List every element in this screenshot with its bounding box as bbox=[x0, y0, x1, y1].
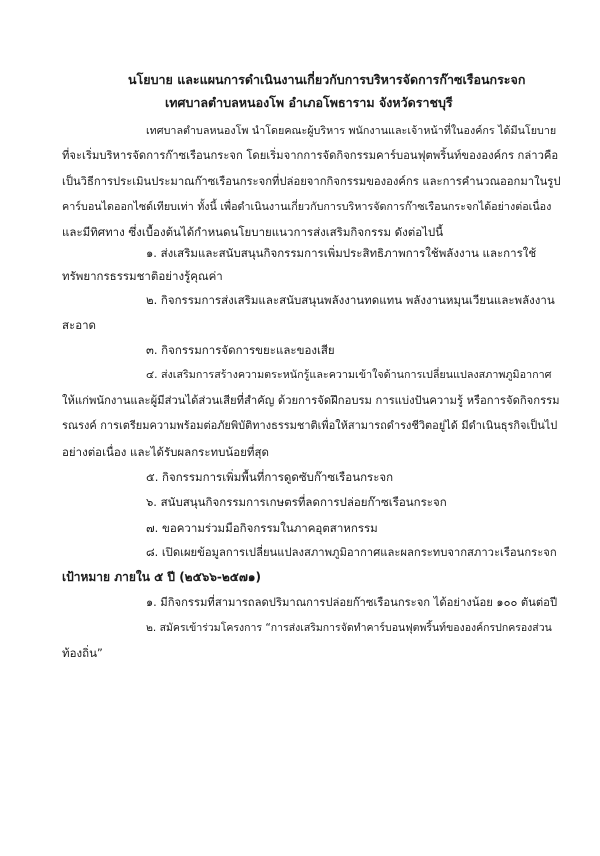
policy-item-6: ๖. สนับสนุนกิจกรรมการเกษตรที่ลดการปล่อยก๊าซเรือนกระจก bbox=[146, 495, 447, 509]
intro-line: เทศบาลตำบลหนองโพ นำโดยคณะผู้บริหาร พนักงานและเจ้าหน้าที่ในองค์กร ได้มีนโยบาย bbox=[146, 124, 557, 137]
intro-line: และมีทิศทาง ซึ่งเบื้องต้นได้กำหนดนโยบายแนวการส่งเสริมกิจกรรม ดังต่อไปนี้ bbox=[62, 225, 444, 239]
policy-item-line: ให้แก่พนักงานและผู้มีส่วนได้ส่วนเสียที่สำคัญ ด้วยการจัดฝึกอบรม การแบ่งปันความรู้ หรือการจัดกิจกรรม bbox=[62, 394, 560, 407]
document-title-line-1: นโยบาย และแผนการดำเนินงานเกี่ยวกับการบริหารจัดการก๊าซเรือนกระจก bbox=[128, 72, 526, 87]
target-item-line: ๒. สมัครเข้าร่วมโครงการ “การส่งเสริมการจัดทำคาร์บอนฟุตพริ้นท์ขององค์กรปกครองส่วน bbox=[146, 622, 552, 634]
policy-item-5: ๕. กิจกรรมการเพิ่มพื้นที่การดูดซับก๊าซเรือนกระจก bbox=[146, 470, 394, 484]
target-heading: เป้าหมาย ภายใน ๕ ปี (๒๕๖๖-๒๕๗๑) bbox=[62, 570, 262, 584]
policy-item-line: ๒. กิจกรรมการส่งเสริมและสนับสนุนพลังงานทดแทน พลังงานหมุนเวียนและพลังงาน bbox=[146, 293, 555, 307]
policy-item-8: ๘. เปิดเผยข้อมูลการเปลี่ยนแปลงสภาพภูมิอากาศและผลกระทบจากสภาวะเรือนกระจก bbox=[146, 546, 557, 559]
policy-item-line: สะอาด bbox=[62, 318, 97, 332]
policy-item-7: ๗. ขอความร่วมมือกิจกรรมในภาคอุตสาหกรรม bbox=[146, 521, 378, 535]
policy-item-line: ๑. ส่งเสริมและสนับสนุนกิจกรรมการเพิ่มประสิทธิภาพการใช้พลังงาน และการใช้ bbox=[146, 246, 537, 260]
intro-line: เป็นวิธีการประเมินประมาณก๊าซเรือนกระจกที่ปล่อยจากกิจกรรมขององค์กร และการคำนวณออกมาในรูป bbox=[62, 175, 561, 188]
policy-item-3: ๓. กิจกรรมการจัดการขยะและของเสีย bbox=[146, 343, 335, 357]
target-item-line: ท้องถิ่น” bbox=[62, 646, 103, 660]
document-title-line-2: เทศบาลตำบลหนองโพ อำเภอโพธาราม จังหวัดราชบุรี bbox=[165, 95, 453, 110]
policy-item-line: ๔. ส่งเสริมการสร้างความตระหนักรู้และความเข้าใจด้านการเปลี่ยนแปลงสภาพภูมิอากาศ bbox=[146, 368, 552, 381]
policy-item-line: ทรัพยากรธรรมชาติอย่างรู้คุณค่า bbox=[62, 269, 223, 283]
policy-item-line: รณรงค์ การเตรียมความพร้อมต่อภัยพิบัติทางธรรมชาติเพื่อให้สามารถดำรงชีวิตอยู่ได้ มีดำเนินธุรกิจเป็นไป bbox=[62, 419, 558, 432]
target-item-1: ๑. มีกิจกรรมที่สามารถลดปริมาณการปล่อยก๊าซเรือนกระจก ได้อย่างน้อย ๑๐๐ ตันต่อปี bbox=[146, 596, 558, 609]
intro-line: คาร์บอนไดออกไซด์เทียบเท่า ทั้งนี้ เพื่อดำเนินงานเกี่ยวกับการบริหารจัดการก๊าซเรือนกระจกได้อย่างต่อเนื่อง bbox=[62, 200, 552, 213]
policy-item-line: อย่างต่อเนื่อง และได้รับผลกระทบน้อยที่สุด bbox=[62, 445, 269, 459]
intro-line: ที่จะเริ่มบริหารจัดการก๊าซเรือนกระจก โดยเริ่มจากการจัดกิจกรรมคาร์บอนฟุตพริ้นท์ขององค์กร กล่าวคือ bbox=[62, 149, 559, 162]
